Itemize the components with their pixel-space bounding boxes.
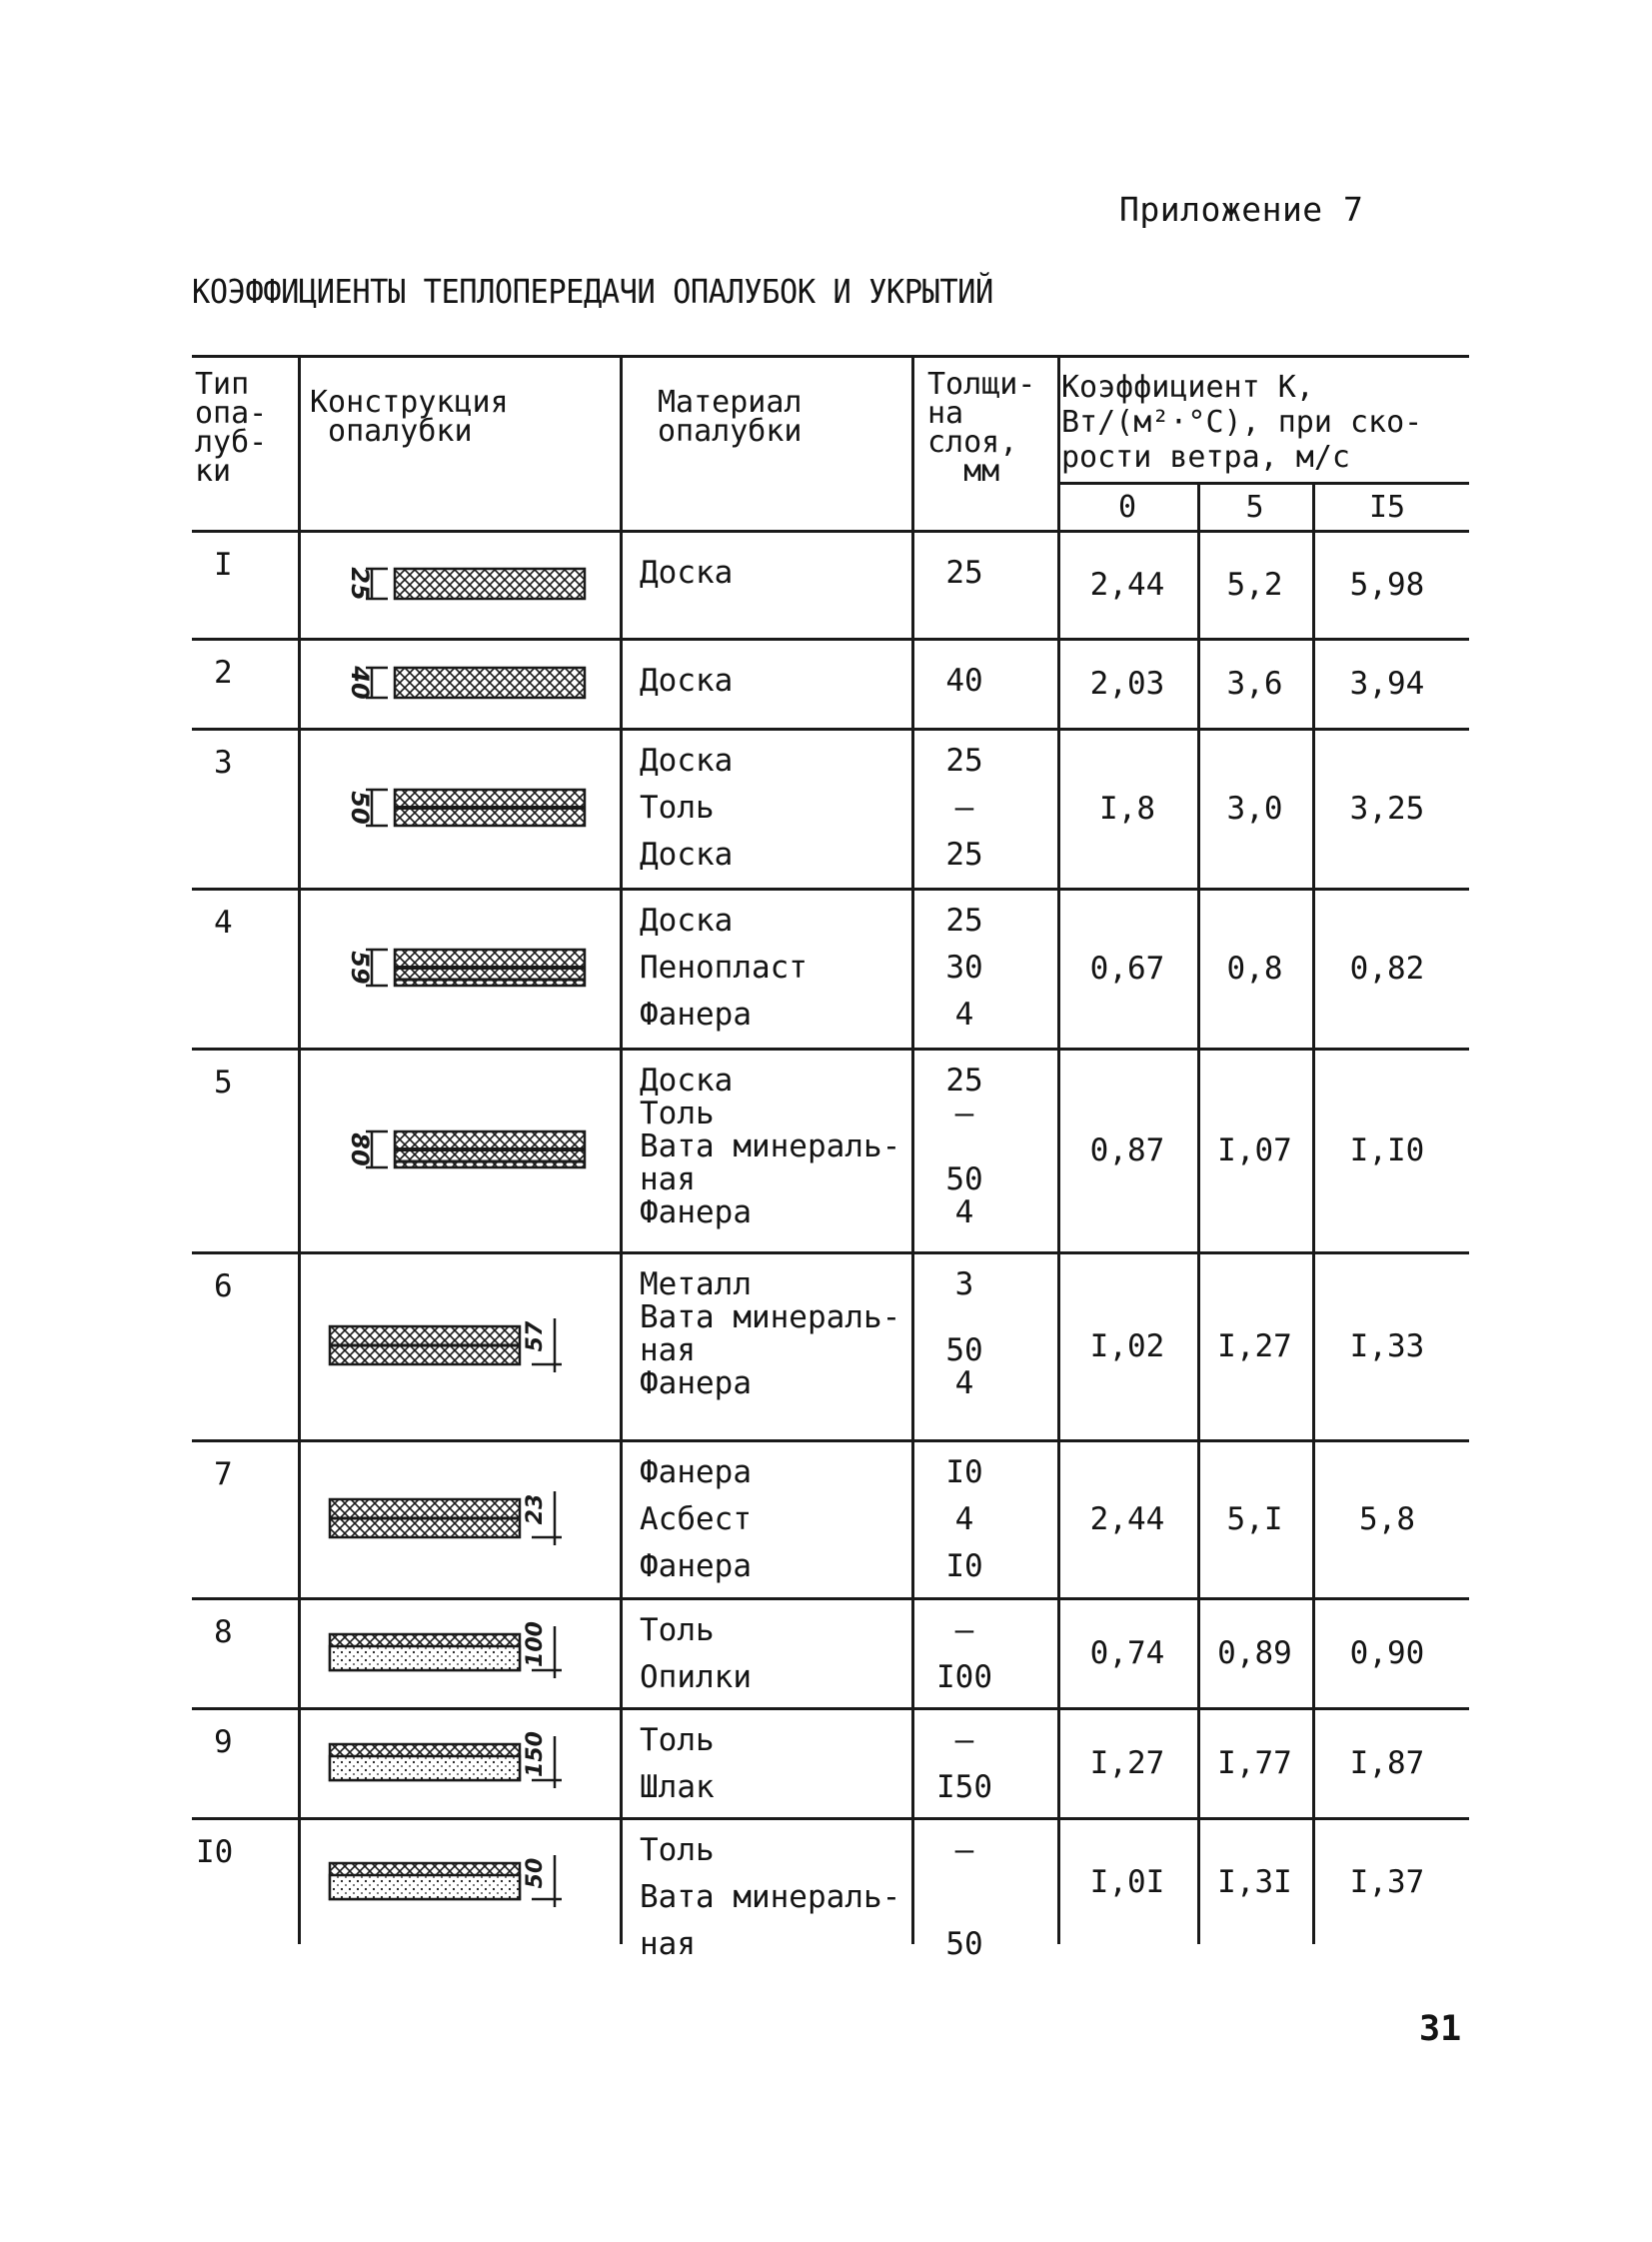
- header-wind-0: 0: [1117, 490, 1137, 525]
- layer-material: Толь: [640, 1612, 715, 1648]
- row-type-number: 9: [214, 1724, 233, 1760]
- construction-diagram: [300, 1100, 620, 1199]
- header-type: Тип опа- луб- ки: [195, 367, 268, 489]
- k-wind-5: I,3I: [1217, 1863, 1292, 1900]
- row-border: [192, 530, 1469, 533]
- row-type-number: 7: [214, 1456, 233, 1492]
- k-wind-0: 0,87: [1089, 1132, 1165, 1168]
- document-title: КОЭФФИЦИЕНТЫ ТЕПЛОПЕРЕДАЧИ ОПАЛУБОК И УКРЫТИЙ: [192, 272, 993, 311]
- layer-thickness: 50: [945, 1332, 983, 1368]
- construction-diagram: [300, 1831, 620, 1931]
- layer-thickness: I0: [945, 1454, 983, 1490]
- page-number: 31: [1419, 2009, 1462, 2049]
- row-border: [192, 638, 1469, 641]
- layer-thickness: –: [954, 1096, 974, 1131]
- dimension-label: 100: [523, 1621, 548, 1667]
- k-wind-0: I,27: [1089, 1745, 1165, 1781]
- header-col-divider: [1312, 482, 1315, 530]
- header-col-divider: [1197, 482, 1200, 530]
- k-wind-15: 0,90: [1349, 1635, 1425, 1671]
- header-col-divider: [298, 355, 301, 530]
- row-type-number: I0: [196, 1834, 234, 1870]
- col-divider: [620, 1817, 623, 1944]
- layer-material: ная: [640, 1332, 696, 1368]
- layer-material: Доска: [640, 743, 734, 779]
- row-type-number: 4: [214, 905, 233, 941]
- k-wind-15: 5,98: [1349, 567, 1425, 603]
- header-thickness: Толщи- на слоя, мм: [927, 367, 1036, 489]
- layer-thickness: 25: [945, 903, 983, 939]
- col-divider: [620, 1048, 623, 1251]
- k-wind-5: 5,I: [1226, 1501, 1283, 1537]
- layer-material: Фанера: [640, 997, 752, 1033]
- row-border: [192, 1597, 1469, 1600]
- k-wind-15: I,I0: [1349, 1132, 1425, 1168]
- col-divider: [620, 1597, 623, 1707]
- layer-material: Доска: [640, 903, 734, 939]
- dimension-label: 50: [523, 1857, 548, 1888]
- k-wind-5: I,07: [1217, 1132, 1292, 1168]
- layer-material: Вата минераль-: [640, 1128, 901, 1164]
- row-border: [192, 1439, 1469, 1442]
- layer-thickness: 50: [945, 1161, 983, 1197]
- layer-material: Доска: [640, 1063, 734, 1099]
- k-wind-0: 2,44: [1089, 567, 1165, 603]
- col-divider: [620, 1439, 623, 1597]
- dimension-label: 59: [346, 951, 374, 985]
- layer-thickness: 25: [945, 1063, 983, 1099]
- dimension-label: 25: [346, 567, 374, 601]
- layer-thickness: I00: [936, 1659, 992, 1695]
- k-wind-5: 0,8: [1226, 951, 1283, 987]
- table-top-border: [192, 355, 1469, 358]
- layer-thickness: –: [954, 790, 974, 826]
- layer-thickness: 25: [945, 555, 983, 591]
- layer-material: Толь: [640, 1832, 715, 1868]
- layer-thickness: 25: [945, 837, 983, 873]
- k-wind-0: I,8: [1099, 791, 1155, 827]
- row-type-number: I: [214, 547, 233, 583]
- k-wind-0: 0,74: [1089, 1635, 1165, 1671]
- col-divider: [620, 530, 623, 638]
- layer-material: Фанера: [640, 1194, 752, 1230]
- k-wind-15: 5,8: [1359, 1501, 1415, 1537]
- layer-material: Фанера: [640, 1365, 752, 1401]
- k-wind-0: 2,44: [1089, 1501, 1165, 1537]
- layer-material: Фанера: [640, 1454, 752, 1490]
- header-col-divider: [620, 355, 623, 530]
- header-construction: Конструкция опалубки: [310, 385, 509, 449]
- k-wind-15: I,87: [1349, 1745, 1425, 1781]
- row-border: [192, 1707, 1469, 1710]
- k-wind-15: I,37: [1349, 1863, 1425, 1900]
- header-wind-5: 5: [1245, 490, 1264, 525]
- layer-material: Толь: [640, 790, 715, 826]
- layer-material: Доска: [640, 555, 734, 591]
- row-type-number: 6: [214, 1268, 233, 1304]
- row-border: [192, 1251, 1469, 1254]
- layer-material: Фанера: [640, 1548, 752, 1584]
- layer-thickness: –: [954, 1612, 974, 1648]
- k-wind-5: 5,2: [1226, 567, 1283, 603]
- header-wind-15: I5: [1368, 490, 1406, 525]
- header-material: Материал опалубки: [658, 385, 803, 449]
- k-wind-15: 3,25: [1349, 791, 1425, 827]
- layer-thickness: –: [954, 1722, 974, 1758]
- header-sub-border: [1057, 482, 1469, 485]
- k-wind-0: 0,67: [1089, 951, 1165, 987]
- row-type-number: 8: [214, 1614, 233, 1650]
- layer-thickness: 25: [945, 743, 983, 779]
- row-border: [192, 1048, 1469, 1051]
- layer-material: Вата минераль-: [640, 1299, 901, 1335]
- construction-diagram: [300, 535, 620, 633]
- dimension-label: 23: [523, 1493, 548, 1525]
- col-divider: [620, 638, 623, 728]
- row-border: [192, 1817, 1469, 1820]
- construction-diagram: [300, 758, 620, 858]
- layer-thickness: –: [954, 1832, 974, 1868]
- layer-thickness: I0: [945, 1548, 983, 1584]
- layer-thickness: 3: [954, 1266, 974, 1302]
- dimension-label: 80: [346, 1132, 374, 1166]
- row-type-number: 2: [214, 655, 233, 691]
- dimension-label: 57: [523, 1320, 548, 1352]
- layer-material: Шлак: [640, 1769, 715, 1805]
- row-type-number: 3: [214, 745, 233, 781]
- dimension-label: 150: [523, 1731, 548, 1777]
- layer-thickness: 4: [954, 1501, 974, 1537]
- construction-diagram: [300, 1468, 620, 1568]
- col-divider: [620, 1707, 623, 1817]
- layer-thickness: 50: [945, 1926, 983, 1962]
- dimension-label: 40: [346, 666, 374, 700]
- layer-thickness: 4: [954, 1365, 974, 1401]
- header-coefficient: Коэффициент К, Вт/(м²·°С), при ско- рости ветра, м/с: [1061, 370, 1423, 475]
- layer-material: Асбест: [640, 1501, 752, 1537]
- appendix-label: Приложение 7: [1119, 190, 1364, 229]
- k-wind-5: 3,6: [1226, 666, 1283, 702]
- layer-material: ная: [640, 1926, 696, 1962]
- construction-diagram: [300, 1295, 620, 1395]
- layer-material: Толь: [640, 1096, 715, 1131]
- k-wind-0: I,02: [1089, 1328, 1165, 1364]
- dimension-label: 50: [346, 791, 374, 825]
- construction-diagram: [300, 918, 620, 1018]
- row-type-number: 5: [214, 1065, 233, 1101]
- k-wind-0: 2,03: [1089, 666, 1165, 702]
- k-wind-15: 3,94: [1349, 666, 1425, 702]
- k-wind-5: I,27: [1217, 1328, 1292, 1364]
- header-col-divider: [911, 355, 914, 530]
- col-divider: [620, 1251, 623, 1439]
- k-wind-5: 0,89: [1217, 1635, 1292, 1671]
- layer-thickness: I50: [936, 1769, 992, 1805]
- k-wind-15: I,33: [1349, 1328, 1425, 1364]
- k-wind-0: I,0I: [1089, 1863, 1165, 1900]
- layer-material: Доска: [640, 663, 734, 699]
- layer-material: ная: [640, 1161, 696, 1197]
- layer-thickness: 4: [954, 1194, 974, 1230]
- construction-diagram: [300, 643, 620, 723]
- k-wind-5: 3,0: [1226, 791, 1283, 827]
- layer-thickness: 30: [945, 950, 983, 986]
- construction-diagram: [300, 1712, 620, 1812]
- layer-material: Металл: [640, 1266, 752, 1302]
- row-border: [192, 888, 1469, 891]
- layer-material: Доска: [640, 837, 734, 873]
- layer-material: Пенопласт: [640, 950, 808, 986]
- layer-material: Толь: [640, 1722, 715, 1758]
- layer-thickness: 4: [954, 997, 974, 1033]
- layer-thickness: 40: [945, 663, 983, 699]
- col-divider: [620, 728, 623, 888]
- k-wind-5: I,77: [1217, 1745, 1292, 1781]
- layer-material: Опилки: [640, 1659, 752, 1695]
- construction-diagram: [300, 1602, 620, 1702]
- k-wind-15: 0,82: [1349, 951, 1425, 987]
- header-col-divider: [1057, 355, 1060, 530]
- col-divider: [620, 888, 623, 1048]
- layer-material: Вата минераль-: [640, 1879, 901, 1915]
- row-border: [192, 728, 1469, 731]
